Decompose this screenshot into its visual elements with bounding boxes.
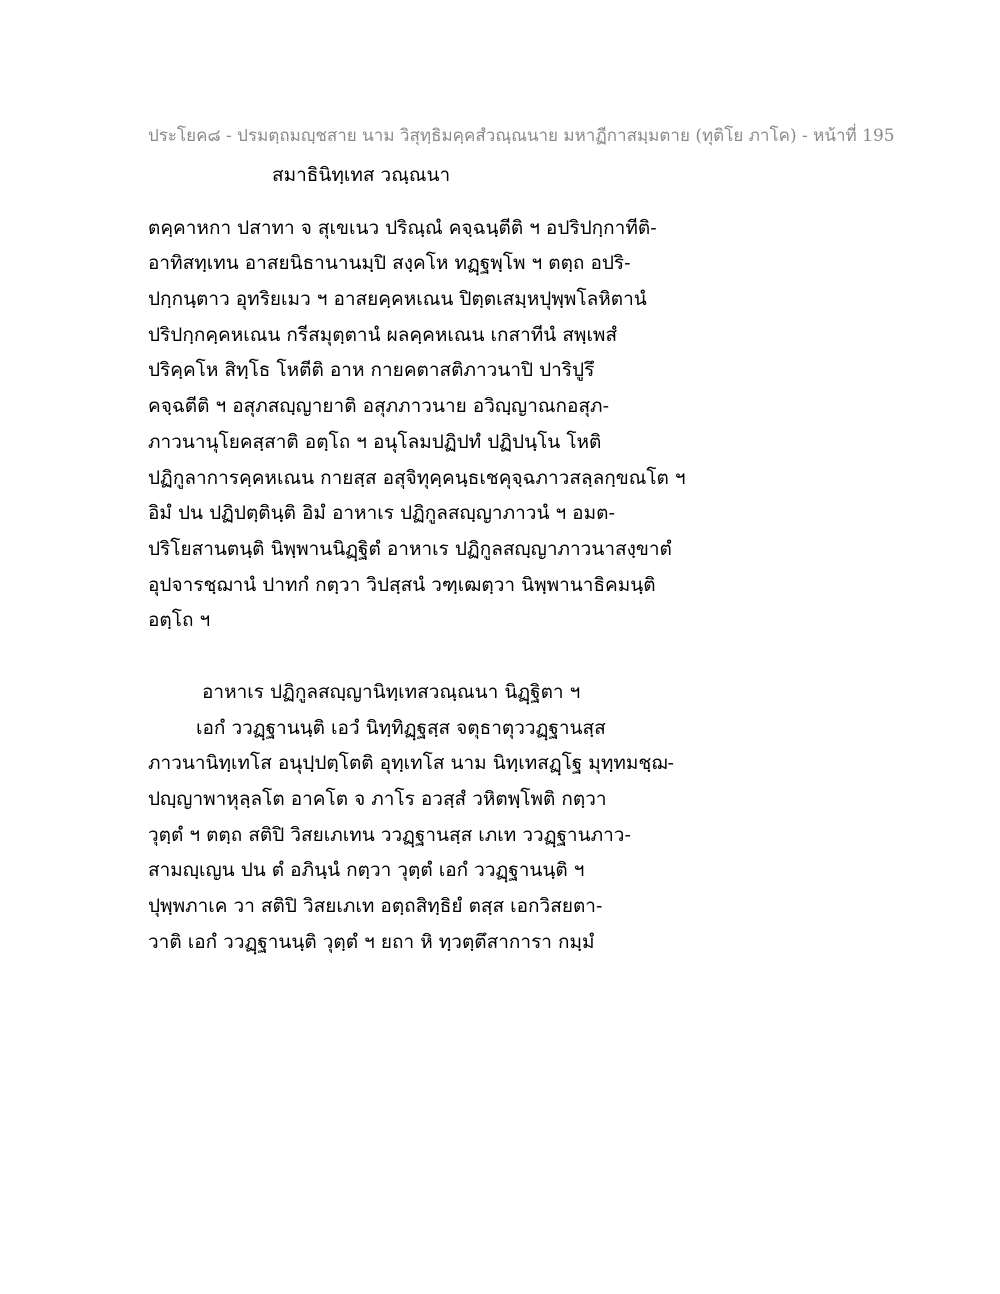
text-line: ปฏิกูลาการคฺคหเณน กายสฺส อสุจิทุคฺคนฺธเชคุจฺฉภาวสลฺลกฺขณโต ฯ <box>148 466 686 489</box>
text-line: ปกฺกนฺตาว อุทริยเมว ฯ อาสยคฺคหเณน ปิตฺตเสมฺหปุพฺพโลหิตานํ <box>148 288 647 311</box>
text-line: เอกํ ววฏฺฐานนฺติ เอวํ นิทฺทิฏฺฐสฺส จตุธาตุววฏฺฐานสฺส <box>196 716 606 739</box>
text-line: คจฺฉตีติ ฯ อสุภสญฺญายาติ อสุภภาวนาย อวิญฺญาณกอสุภ- <box>148 395 610 418</box>
text-line: ภาวนานิทฺเทโส อนุปฺปตฺโตติ อุทฺเทโส นาม นิทฺเทสฏฺโฐ มุทฺทมชฺฌ- <box>148 752 674 775</box>
text-line: วาติ เอกํ ววฏฺฐานนฺติ วุตฺตํ ฯ ยถา หิ ทฺวตฺตึสาการา กมฺมํ <box>148 930 595 953</box>
text-line: วุตฺตํ ฯ ตตฺถ สติปิ วิสยเภเทน ววฏฺฐานสฺส เภเท ววฏฺฐานภาว- <box>148 823 631 846</box>
text-line: ปญฺญาพาหุลฺลโต อาคโต จ ภาโร อวสฺสํ วหิตพฺโพติ กตฺวา <box>148 788 607 811</box>
text-line: อุปจารชฺฌานํ ปาทกํ กตฺวา วิปสฺสนํ วฑฺเฒตฺวา นิพฺพานาธิคมนฺติ <box>148 573 656 596</box>
text-line: ปุพฺพภาเค วา สติปิ วิสยเภเท อตฺถสิทฺธิยํ ตสฺส เอกวิสยตา- <box>148 895 603 918</box>
text-line: ปริปกฺกคฺคหเณน กรีสมุตฺตานํ ผลคฺคหเณน เกสาทีนํ สพฺเพสํ <box>148 323 618 346</box>
closing-line: อาหาเร ปฏิกูลสญฺญานิทฺเทสวณฺณนา นิฏฺฐิตา ฯ <box>202 681 581 703</box>
text-line: ภาวนานุโยคสฺสาติ อตฺโถ ฯ อนุโลมปฏิปทํ ปฏิปนฺโน โหติ <box>148 430 602 453</box>
text-line: อตฺโถ ฯ <box>148 609 211 632</box>
running-header: ประโยค๘ - ปรมตฺถมญฺชสาย นาม วิสุทฺธิมคฺคสํวณฺณนาย มหาฏีกาสมฺมตาย (ทุติโย ภาโค) - หน้าที่ 195 <box>148 126 895 146</box>
paragraph-2 <box>148 675 868 961</box>
text-line: ปริโยสานตนฺติ นิพฺพานนิฏฺฐิตํ อาหาเร ปฏิกูลสญฺญาภาวนาสงฺขาตํ <box>148 537 672 560</box>
text-line: อาทิสทฺเทน อาสยนิธานานมฺปิ สงฺคโห ทฏฺฐพฺโพ ฯ ตตฺถ อปริ- <box>148 252 631 275</box>
text-line: อิมํ ปน ปฏิปตฺตินฺติ อิมํ อาหาเร ปฏิกูลสญฺญาภาวนํ ฯ อมต- <box>148 502 615 525</box>
text-line: ปริคฺคโห สิทฺโธ โหตีติ อาห กายคตาสติภาวนาปิ ปาริปูรึ <box>148 359 595 382</box>
paragraph-1 <box>148 175 868 639</box>
text-line: สามญฺเญน ปน ตํ อภินฺนํ กตฺวา วุตฺตํ เอกํ ววฏฺฐานนฺติ ฯ <box>148 859 585 882</box>
section-title: สมาธินิทฺเทส วณฺณนา <box>272 164 451 186</box>
text-line: ตคฺคาหกา ปสาทา จ สุเขเนว ปริณฺณํ คจฺฉนฺตีติ ฯ อปริปกฺกาทีติ- <box>148 216 657 239</box>
